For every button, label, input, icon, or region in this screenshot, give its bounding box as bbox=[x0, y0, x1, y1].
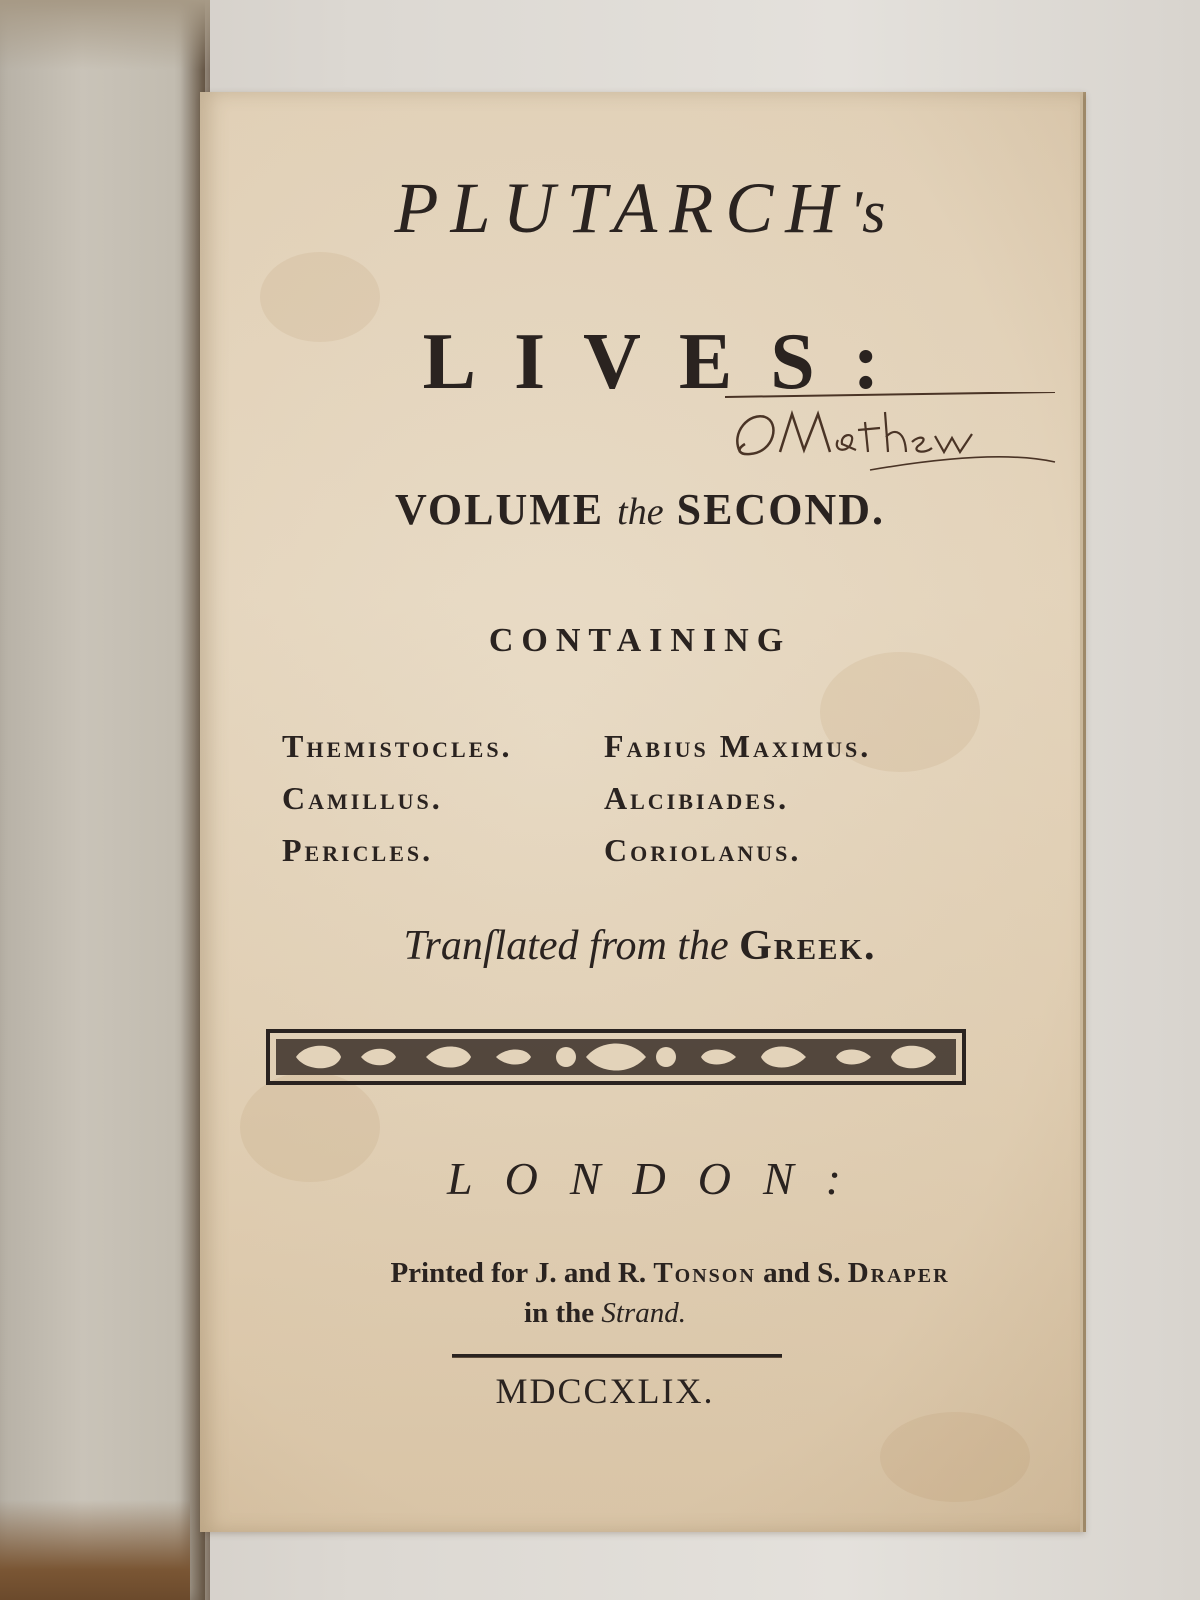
lives-list bbox=[282, 728, 982, 884]
board-top-edge bbox=[0, 0, 210, 70]
lives-row bbox=[282, 780, 982, 832]
life-name: Fabius Maximus. bbox=[604, 728, 872, 764]
imprint-text: in the bbox=[524, 1297, 595, 1329]
printer-ornament bbox=[266, 1027, 966, 1087]
imprint-text: and S. bbox=[763, 1257, 841, 1289]
volume-number: SECOND. bbox=[676, 485, 885, 534]
containing-heading: CONTAINING bbox=[488, 622, 792, 659]
book-title: LIVES: bbox=[422, 318, 918, 406]
lives-row bbox=[282, 728, 982, 780]
author-possessive: 's bbox=[849, 179, 886, 245]
translation-language: Greek. bbox=[739, 923, 877, 969]
translation-text: Tranſlated from the bbox=[403, 923, 729, 969]
printer-name: Draper bbox=[847, 1257, 950, 1289]
imprint-street: Strand. bbox=[601, 1297, 686, 1329]
imprint-printers-line bbox=[200, 1257, 1110, 1290]
translation-note bbox=[200, 922, 1080, 970]
left-endpaper bbox=[0, 0, 205, 1600]
foxing-spot bbox=[880, 1412, 1030, 1502]
life-name: Alcibiades. bbox=[604, 780, 790, 816]
handwritten-signature bbox=[720, 392, 1060, 482]
author-heading bbox=[200, 167, 1080, 250]
volume-word: VOLUME bbox=[395, 485, 605, 534]
leather-board-corner bbox=[0, 1500, 190, 1600]
publication-date: MDCCXLIX. bbox=[495, 1371, 715, 1411]
author-name: PLUTARCH bbox=[394, 168, 850, 248]
imprint-text: Printed for J. and R. bbox=[390, 1257, 647, 1289]
life-name: Pericles. bbox=[282, 832, 434, 868]
volume-article: the bbox=[617, 491, 664, 533]
volume-line bbox=[200, 484, 1080, 535]
printer-name: Tonson bbox=[653, 1257, 756, 1289]
lives-row bbox=[282, 832, 982, 884]
imprint-place: LONDON: bbox=[447, 1153, 873, 1204]
imprint-location-line bbox=[165, 1297, 1045, 1330]
title-page bbox=[200, 92, 1083, 1532]
life-name: Themistocles. bbox=[282, 728, 513, 764]
imprint-rule bbox=[452, 1354, 782, 1358]
life-name: Coriolanus. bbox=[604, 832, 802, 868]
life-name: Camillus. bbox=[282, 780, 443, 816]
